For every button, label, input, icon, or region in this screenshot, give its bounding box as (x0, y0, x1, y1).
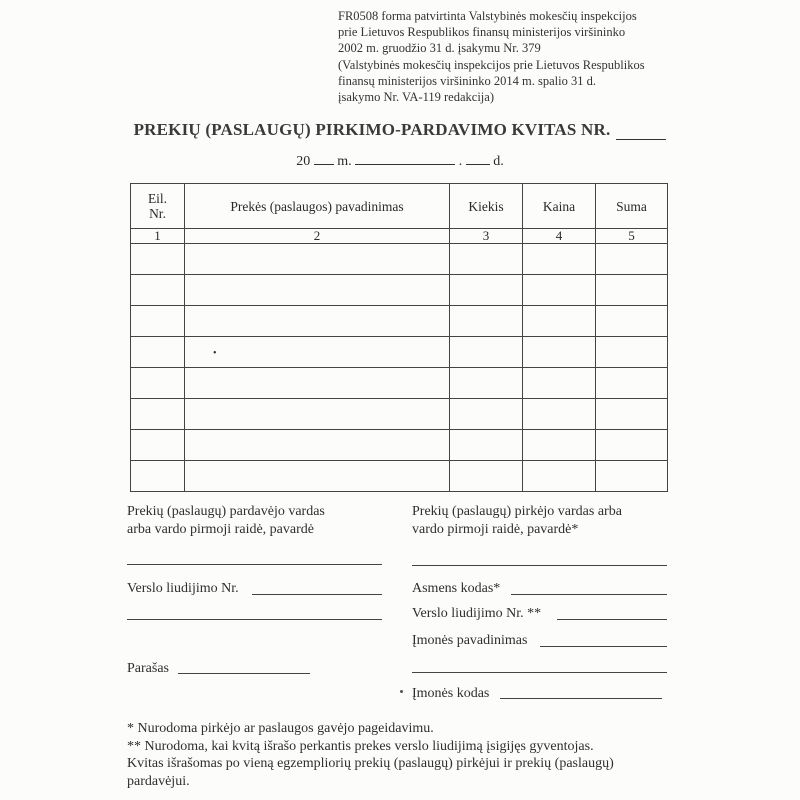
form-approval-note (338, 8, 758, 105)
signature-field[interactable] (178, 673, 310, 674)
table-row (131, 306, 668, 337)
col-header-sum: Suma (596, 184, 668, 229)
cell-price[interactable] (523, 244, 596, 275)
buyer-license-label: Verslo liudijimo Nr. ** (412, 606, 542, 621)
approval-line: FR0508 forma patvirtinta Valstybinės mokesčių inspekcijos (338, 9, 637, 23)
cell-number[interactable] (131, 337, 185, 368)
cell-price[interactable] (523, 337, 596, 368)
approval-line: 2002 m. gruodžio 31 d. įsakymu Nr. 379 (338, 41, 541, 56)
table-row (131, 244, 668, 275)
cell-number[interactable] (131, 306, 185, 337)
table-row (131, 368, 668, 399)
cell-number[interactable] (131, 244, 185, 275)
seller-name-field[interactable] (127, 564, 382, 565)
cell-name[interactable] (185, 368, 450, 399)
col-header-quantity: Kiekis (450, 184, 523, 229)
cell-number[interactable] (131, 275, 185, 306)
cell-quantity[interactable] (450, 306, 523, 337)
signature-label: Parašas (127, 661, 169, 676)
buyer-license-field[interactable] (557, 619, 667, 620)
cell-sum[interactable] (596, 244, 668, 275)
table-row (131, 399, 668, 430)
cell-quantity[interactable] (450, 368, 523, 399)
table-row (131, 461, 668, 492)
col-header-number: Eil. Nr. (131, 184, 185, 229)
day-abbrev: d. (493, 154, 504, 169)
cell-name[interactable] (185, 461, 450, 492)
seller-license-field[interactable] (252, 594, 382, 595)
table-row (131, 275, 668, 306)
cell-sum[interactable] (596, 399, 668, 430)
company-name-field-extra[interactable] (412, 672, 667, 673)
day-field[interactable] (466, 152, 490, 165)
col-header-name: Prekės (paslaugos) pavadinimas (185, 184, 450, 229)
receipt-title (0, 120, 800, 140)
company-name-field[interactable] (540, 646, 667, 647)
col-number: 3 (450, 229, 523, 244)
col-number: 1 (131, 229, 185, 244)
date-separator: . (458, 154, 463, 169)
receipt-number-field[interactable] (616, 125, 666, 140)
items-table (130, 183, 668, 492)
col-number: 5 (596, 229, 668, 244)
cell-price[interactable] (523, 430, 596, 461)
footnote: pardavėjui. (127, 773, 190, 789)
seller-name-label: Prekių (paslaugų) pardavėjo vardas arba vardo pirmoji raidė, pavardė (127, 504, 325, 537)
cell-sum[interactable] (596, 430, 668, 461)
footnotes (127, 720, 687, 790)
approval-line: prie Lietuvos Respublikos finansų ministerijos viršininko (338, 25, 626, 40)
approval-line: įsakymo Nr. VA-119 redakcija) (338, 90, 494, 105)
col-number: 2 (185, 229, 450, 244)
cell-number[interactable] (131, 399, 185, 430)
month-abbrev: m. (337, 154, 352, 169)
cell-price[interactable] (523, 275, 596, 306)
year-prefix: 20 (296, 154, 311, 169)
cell-quantity[interactable] (450, 461, 523, 492)
col-number: 4 (523, 229, 596, 244)
cell-sum[interactable] (596, 461, 668, 492)
cell-name[interactable] (185, 275, 450, 306)
cell-name[interactable] (185, 399, 450, 430)
footnote: Kvitas išrašomas po vieną egzempliorių prekių (paslaugų) pirkėjui ir prekių (paslaugų) (127, 756, 614, 771)
cell-name[interactable] (185, 337, 450, 368)
table-header-row (131, 184, 668, 229)
cell-sum[interactable] (596, 306, 668, 337)
cell-number[interactable] (131, 368, 185, 399)
cell-quantity[interactable] (450, 430, 523, 461)
date-line (0, 152, 800, 170)
stray-mark: • (213, 348, 217, 359)
buyer-name-field[interactable] (412, 565, 667, 566)
col-header-price: Kaina (523, 184, 596, 229)
approval-line: (Valstybinės mokesčių inspekcijos prie Lietuvos Respublikos (338, 57, 645, 72)
receipt-title-text: PREKIŲ (PASLAUGŲ) PIRKIMO-PARDAVIMO KVITAS NR. (133, 120, 611, 139)
footnote: ** Nurodoma, kai kvitą išrašo perkantis prekes verslo liudijimą įsigijęs gyventojas. (127, 738, 594, 754)
stray-mark (400, 690, 403, 693)
cell-name[interactable] (185, 430, 450, 461)
cell-name[interactable] (185, 244, 450, 275)
month-field[interactable] (355, 152, 455, 165)
cell-quantity[interactable] (450, 244, 523, 275)
cell-number[interactable] (131, 461, 185, 492)
cell-price[interactable] (523, 368, 596, 399)
year-field[interactable] (314, 152, 334, 165)
approval-line: finansų ministerijos viršininko 2014 m. spalio 31 d. (338, 73, 596, 88)
cell-price[interactable] (523, 399, 596, 430)
company-code-label: Įmonės kodas (412, 686, 490, 701)
cell-sum[interactable] (596, 275, 668, 306)
company-name-label: Įmonės pavadinimas (412, 633, 528, 648)
cell-sum[interactable] (596, 368, 668, 399)
cell-price[interactable] (523, 461, 596, 492)
cell-name[interactable] (185, 306, 450, 337)
cell-sum[interactable] (596, 337, 668, 368)
buyer-name-label: Prekių (paslaugų) pirkėjo vardas arba vardo pirmoji raidė, pavardė* (412, 504, 622, 537)
cell-quantity[interactable] (450, 337, 523, 368)
personal-code-label: Asmens kodas* (412, 581, 501, 596)
seller-license-field-extra[interactable] (127, 619, 382, 620)
cell-number[interactable] (131, 430, 185, 461)
table-row (131, 430, 668, 461)
column-numbers-row (131, 229, 668, 244)
personal-code-field[interactable] (511, 594, 667, 595)
seller-license-label: Verslo liudijimo Nr. (127, 581, 239, 596)
footnote: * Nurodoma pirkėjo ar paslaugos gavėjo pageidavimu. (127, 721, 434, 736)
cell-quantity[interactable] (450, 399, 523, 430)
cell-price[interactable] (523, 306, 596, 337)
cell-quantity[interactable] (450, 275, 523, 306)
table-row (131, 337, 668, 368)
company-code-field[interactable] (500, 698, 662, 699)
